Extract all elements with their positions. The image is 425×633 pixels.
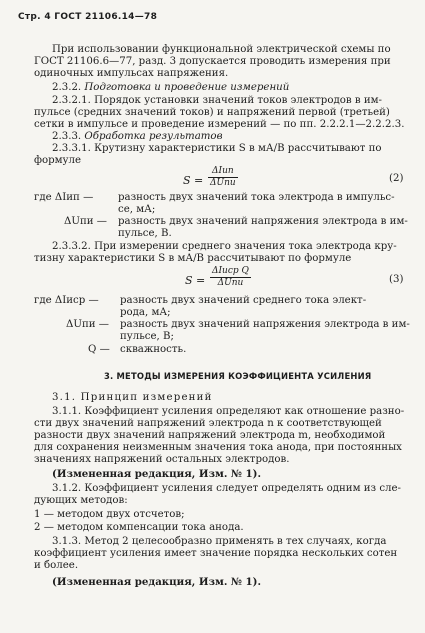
where-description: разность двух значений среднего тока элект-	[120, 295, 367, 306]
formula-3-denominator: ΔUпи	[217, 278, 244, 288]
formula-2-denominator: ΔUпи	[210, 178, 236, 188]
paragraph-line: дующих методов:	[34, 495, 128, 506]
paragraph-line: формуле	[34, 155, 82, 166]
where-description: разность двух значений напряжения электрода в им-	[120, 319, 410, 330]
paragraph-line: коэффициент усиления имеет значение порядка нескольких сотен	[34, 548, 398, 559]
amendment-note: (Измененная редакция, Изм. № 1).	[52, 468, 262, 480]
subsection-title: Обработка результатов	[84, 131, 223, 142]
paragraph-line: одиночных импульсах напряжения.	[34, 68, 229, 79]
subsection-heading	[0, 82, 425, 94]
subsection-number: 2.3.3.	[52, 131, 82, 142]
where-symbol: где ΔIип —	[34, 192, 94, 203]
where-symbol: Q —	[88, 344, 110, 355]
paragraph-line: тизну характеристики S в мА/В рассчитывают по формуле	[34, 253, 352, 264]
paragraph-line: 2.3.2.1. Порядок установки значений токов электродов в им-	[52, 95, 382, 106]
paragraph-line: 3.1.3. Метод 2 целесообразно применять в тех случаях, когда	[52, 536, 387, 547]
page-header: Стр. 4 ГОСТ 21106.14—78	[18, 12, 158, 22]
paragraph-line: ГОСТ 21106.6—77, разд. 3 допускается проводить измерения при	[34, 56, 391, 67]
section-heading	[0, 370, 425, 383]
formula-3-fraction	[210, 266, 251, 289]
list-item: 2 — методом компенсации тока анода.	[34, 522, 244, 533]
where-description: разность двух значений тока электрода в импульс-	[118, 192, 395, 203]
formula-3-lhs: S =	[185, 274, 206, 287]
where-description: рода, мА;	[120, 307, 171, 318]
formula-2-numerator: ΔIип	[208, 166, 238, 178]
formula-2-number: (2)	[389, 173, 404, 184]
subsection-heading: 3.1. Принцип измерений	[52, 392, 213, 403]
paragraph-line: 2.3.3.1. Крутизну характеристики S в мА/В рассчитывают по	[52, 143, 382, 154]
paragraph-line: и более.	[34, 560, 79, 571]
where-description: разность двух значений напряжения электрода в им-	[118, 216, 408, 227]
where-symbol: ΔUпи —	[66, 319, 109, 330]
paragraph-line: 2.3.3.2. При измерении среднего значения тока электрода кру-	[52, 241, 397, 252]
paragraph-line: сти двух значений напряжений электрода n к соответствующей	[34, 418, 382, 429]
formula-2-fraction	[208, 166, 238, 189]
formula-2-lhs: S =	[183, 174, 204, 187]
subsection-heading	[0, 131, 425, 143]
list-item: 1 — методом двух отсчетов;	[34, 509, 185, 520]
where-symbol: где ΔIиср —	[34, 295, 99, 306]
formula-3-number: (3)	[389, 274, 404, 285]
section-title: 3. МЕТОДЫ ИЗМЕРЕНИЯ КОЭФФИЦИЕНТА УСИЛЕНИЯ	[104, 371, 372, 381]
formula-3-numerator: ΔIиср Q	[212, 266, 249, 276]
where-description: скважность.	[120, 344, 187, 355]
paragraph-line: пульсе (средних значений токов) и напряжений первой (третьей)	[34, 107, 390, 118]
where-symbol: ΔUпи —	[64, 216, 107, 227]
paragraph-line: сетки в импульсе и проведение измерений — по пп. 2.2.2.1—2.2.2.3.	[34, 119, 405, 130]
paragraph-line: для сохранения неизменным значения тока анода, при постоянных	[34, 442, 402, 453]
subsection-title: Подготовка и проведение измерений	[84, 82, 290, 93]
amendment-note: (Измененная редакция, Изм. № 1).	[52, 576, 262, 588]
where-description: пульсе, В.	[118, 228, 172, 239]
paragraph-line: разности двух значений напряжений электрода m, необходимой	[34, 430, 386, 441]
paragraph-line: При использовании функциональной электрической схемы по	[52, 44, 391, 55]
paragraph-line: 3.1.1. Коэффициент усиления определяют как отношение разно-	[52, 406, 405, 417]
subsection-number: 2.3.2.	[52, 82, 82, 93]
where-description: пульсе, В;	[120, 331, 174, 342]
where-description: се, мА;	[118, 204, 156, 215]
paragraph-line: значениях напряжений остальных электродов.	[34, 454, 290, 465]
paragraph-line: 3.1.2. Коэффициент усиления следует определять одним из сле-	[52, 483, 401, 494]
